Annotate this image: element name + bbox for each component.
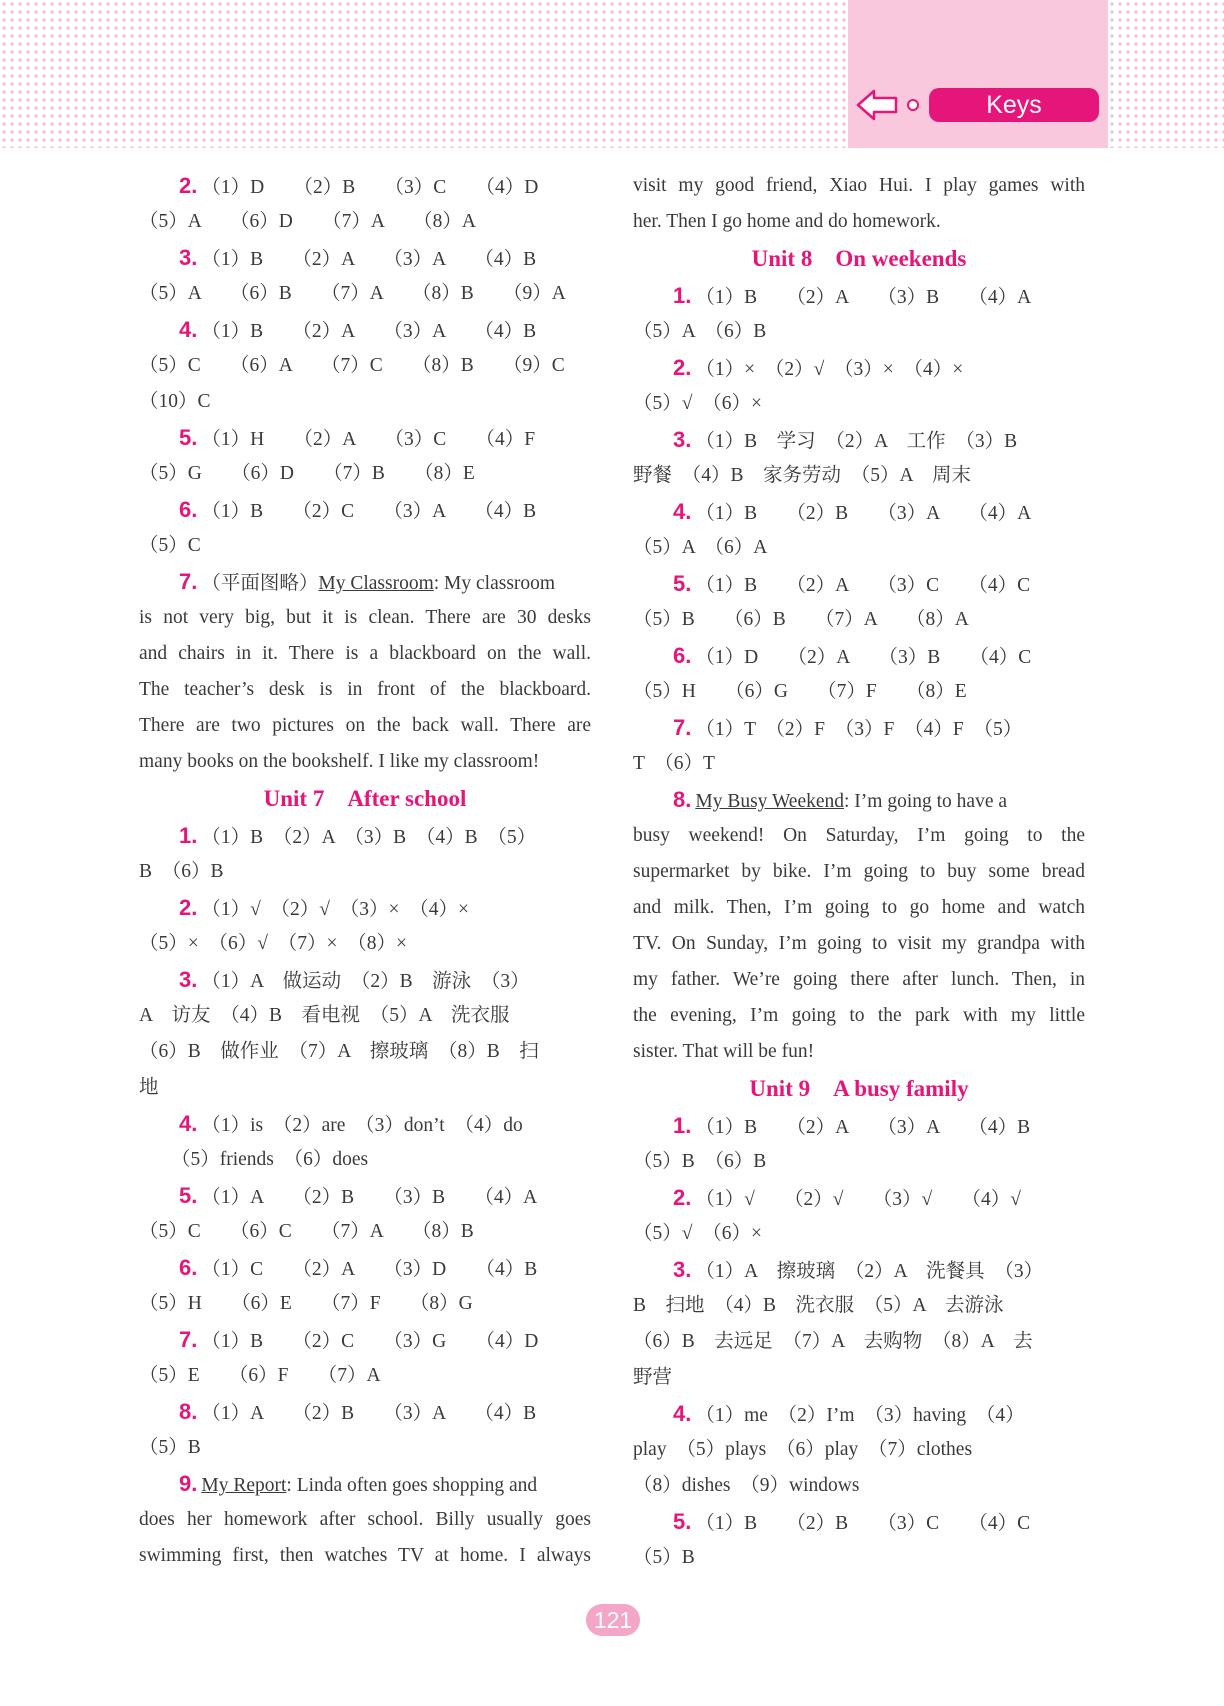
essay-line: does her homework after school. Billy usually goes: [139, 1509, 591, 1530]
answer-line: 8. （1）A （2）B （3）A （4）B: [179, 1399, 537, 1424]
answer-line: （10）C: [139, 391, 211, 412]
answer-line: （5）C （6）A （7）C （8）B （9）C: [139, 355, 565, 376]
answer-line: B （6）B: [139, 861, 224, 882]
answer-line: 4. （1）B （2）A （3）A （4）B: [179, 317, 537, 342]
answer-line: 1. （1）B （2）A （3）A （4）B: [673, 1113, 1031, 1138]
answer-line: （5）A （6）B: [633, 321, 767, 342]
essay-title: My Busy Weekend: [695, 791, 844, 812]
essay-title: My Classroom: [318, 573, 434, 594]
answer-line: （5）friends （6）does: [171, 1149, 369, 1170]
answer-line: 1. （1）B （2）A （3）B （4）A: [673, 283, 1032, 308]
answer-line: 6. （1）D （2）A （3）B （4）C: [673, 643, 1032, 668]
keys-badge: Keys: [929, 88, 1099, 122]
answer-line: 4. （1）me （2）I’m （3）having （4）: [673, 1401, 1025, 1426]
answer-line: （5）C: [139, 535, 201, 556]
essay-line: busy weekend! On Saturday, I’m going to the: [633, 825, 1085, 846]
answer-line: play （5）plays （6）play （7）clothes: [633, 1439, 973, 1460]
answer-line: 3. （1）A 擦玻璃 （2）A 洗餐具 （3）: [673, 1257, 1044, 1282]
answer-line: （5）H （6）E （7）F （8）G: [139, 1293, 473, 1314]
answer-line: T （6）T: [633, 753, 715, 774]
answer-line: （5）B: [139, 1437, 201, 1458]
answer-line: （5）A （6）A: [633, 537, 768, 558]
answer-line: 野餐 （4）B 家务劳动 （5）A 周末: [633, 465, 972, 486]
answer-line: 9. My Report: Linda often goes shopping and: [179, 1471, 538, 1496]
answer-line: 3. （1）B （2）A （3）A （4）B: [179, 245, 537, 270]
answer-line: （5）G （6）D （7）B （8）E: [139, 463, 475, 484]
answer-line: （5）H （6）G （7）F （8）E: [633, 681, 967, 702]
unit-heading: Unit 9 A busy family: [749, 1076, 969, 1101]
answer-line: （5）C （6）C （7）A （8）B: [139, 1221, 474, 1242]
answer-line: 2. （1）√ （2）√ （3）√ （4）√: [673, 1185, 1021, 1210]
essay-line: The teacher’s desk is in front of the blackboard.: [139, 679, 591, 700]
essay-line: supermarket by bike. I’m going to buy some bread: [633, 861, 1085, 882]
answer-line: 5. （1）B （2）B （3）C （4）C: [673, 1509, 1031, 1534]
answer-line: 3. （1）A 做运动 （2）B 游泳 （3）: [179, 967, 530, 992]
answer-line: 5. （1）A （2）B （3）B （4）A: [179, 1183, 538, 1208]
essay-line: visit my good friend, Xiao Hui. I play games with: [633, 175, 1085, 196]
answer-line: （5）× （6）√ （7）× （8）×: [139, 933, 407, 954]
essay-line: her. Then I go home and do homework.: [633, 211, 941, 232]
answer-line: 3. （1）B 学习 （2）A 工作 （3）B: [673, 427, 1018, 452]
essay-title: My Report: [201, 1475, 287, 1496]
answer-line: 7. （1）T （2）F （3）F （4）F （5）: [673, 715, 1023, 740]
left-column: [139, 168, 591, 1574]
answer-line: 7. （1）B （2）C （3）G （4）D: [179, 1327, 539, 1352]
answer-line: （5）A （6）D （7）A （8）A: [139, 211, 476, 232]
answer-line: 7. （平面图略）My Classroom: My classroom: [179, 569, 556, 594]
essay-line: my father. We’re going there after lunch. Then, in: [633, 969, 1085, 990]
answer-line: 4. （1）is （2）are （3）don’t （4）do: [179, 1111, 523, 1136]
answer-line: 地: [139, 1077, 159, 1098]
answer-line: 2. （1）√ （2）√ （3）× （4）×: [179, 895, 470, 920]
header-pink-block: [848, 0, 1108, 148]
essay-line: sister. That will be fun!: [633, 1041, 815, 1062]
answer-line: 5. （1）B （2）A （3）C （4）C: [673, 571, 1031, 596]
right-column: [633, 168, 1085, 1576]
answer-line: （5）E （6）F （7）A: [139, 1365, 381, 1386]
answer-line: （6）B 做作业 （7）A 擦玻璃 （8）B 扫: [139, 1041, 539, 1062]
unit-heading: Unit 8 On weekends: [751, 246, 967, 271]
essay-line: many books on the bookshelf. I like my classroom!: [139, 751, 540, 772]
essay-line: swimming first, then watches TV at home. I always: [139, 1545, 591, 1566]
answer-line: B 扫地 （4）B 洗衣服 （5）A 去游泳: [633, 1295, 1004, 1316]
page-number: 121: [586, 1604, 640, 1636]
dotted-header-pattern-right: [1108, 0, 1224, 148]
answer-line: 2. （1）× （2）√ （3）× （4）×: [673, 355, 964, 380]
essay-line: and chairs in it. There is a blackboard on the wall.: [139, 643, 591, 664]
answer-line: 野营: [633, 1367, 673, 1388]
answer-line: 6. （1）C （2）A （3）D （4）B: [179, 1255, 538, 1280]
answer-line: （8）dishes （9）windows: [633, 1475, 860, 1496]
essay-line: and milk. Then, I’m going to go home and watch: [633, 897, 1085, 918]
answer-line: （5）√ （6）×: [633, 1223, 762, 1244]
answer-line: 2. （1）D （2）B （3）C （4）D: [179, 173, 539, 198]
answer-line: 6. （1）B （2）C （3）A （4）B: [179, 497, 537, 522]
answer-line: （5）B: [633, 1547, 695, 1568]
answer-line: 1. （1）B （2）A （3）B （4）B （5）: [179, 823, 537, 848]
answer-line: （5）B （6）B: [633, 1151, 767, 1172]
answer-line: （5）A （6）B （7）A （8）B （9）A: [139, 283, 566, 304]
dotted-header-pattern: [0, 0, 848, 148]
left-arrow-icon: [856, 88, 926, 122]
essay-line: is not very big, but it is clean. There are 30 desks: [139, 607, 591, 628]
answer-line: （5）√ （6）×: [633, 393, 762, 414]
answer-line: （6）B 去远足 （7）A 去购物 （8）A 去: [633, 1331, 1033, 1352]
essay-line: There are two pictures on the back wall. There are: [139, 715, 591, 736]
essay-line: the evening, I’m going to the park with my little: [633, 1005, 1085, 1026]
unit-heading: Unit 7 After school: [263, 786, 467, 811]
essay-line: TV. On Sunday, I’m going to visit my grandpa with: [633, 933, 1085, 954]
answer-line: 5. （1）H （2）A （3）C （4）F: [179, 425, 536, 450]
answer-line: （5）B （6）B （7）A （8）A: [633, 609, 969, 630]
answer-line: A 访友 （4）B 看电视 （5）A 洗衣服: [139, 1005, 510, 1026]
answer-line: 4. （1）B （2）B （3）A （4）A: [673, 499, 1032, 524]
answer-line: 8. My Busy Weekend: I’m going to have a: [673, 787, 1007, 812]
